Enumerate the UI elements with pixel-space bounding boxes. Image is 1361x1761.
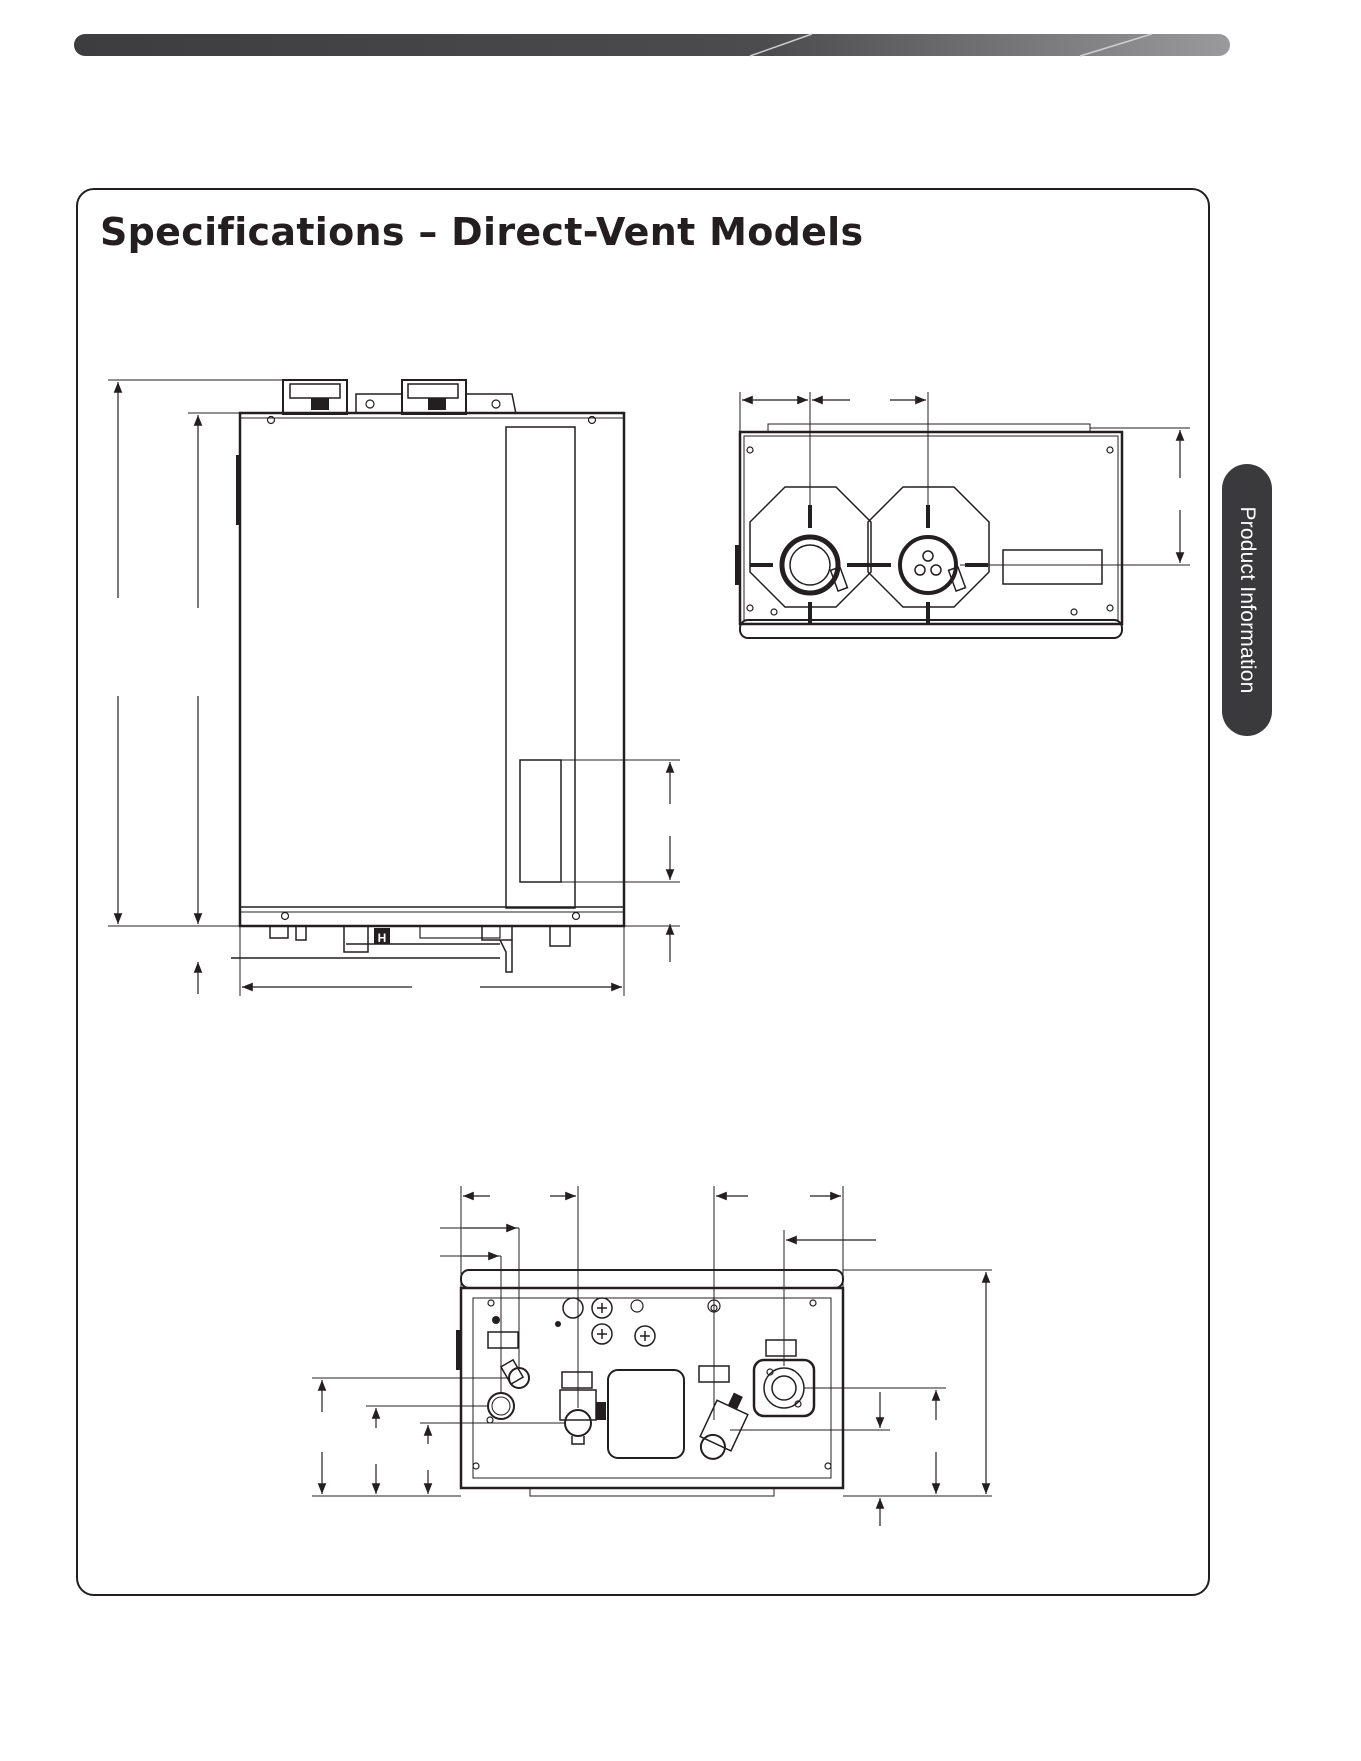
side-tab-label: Product Information (1236, 506, 1259, 694)
top-view-drawing (735, 392, 1190, 638)
svg-text:H: H (377, 931, 387, 945)
bottom-view-drawing (312, 1186, 992, 1526)
front-view-drawing (108, 380, 680, 996)
page-title: Specifications – Direct-Vent Models (100, 210, 864, 254)
